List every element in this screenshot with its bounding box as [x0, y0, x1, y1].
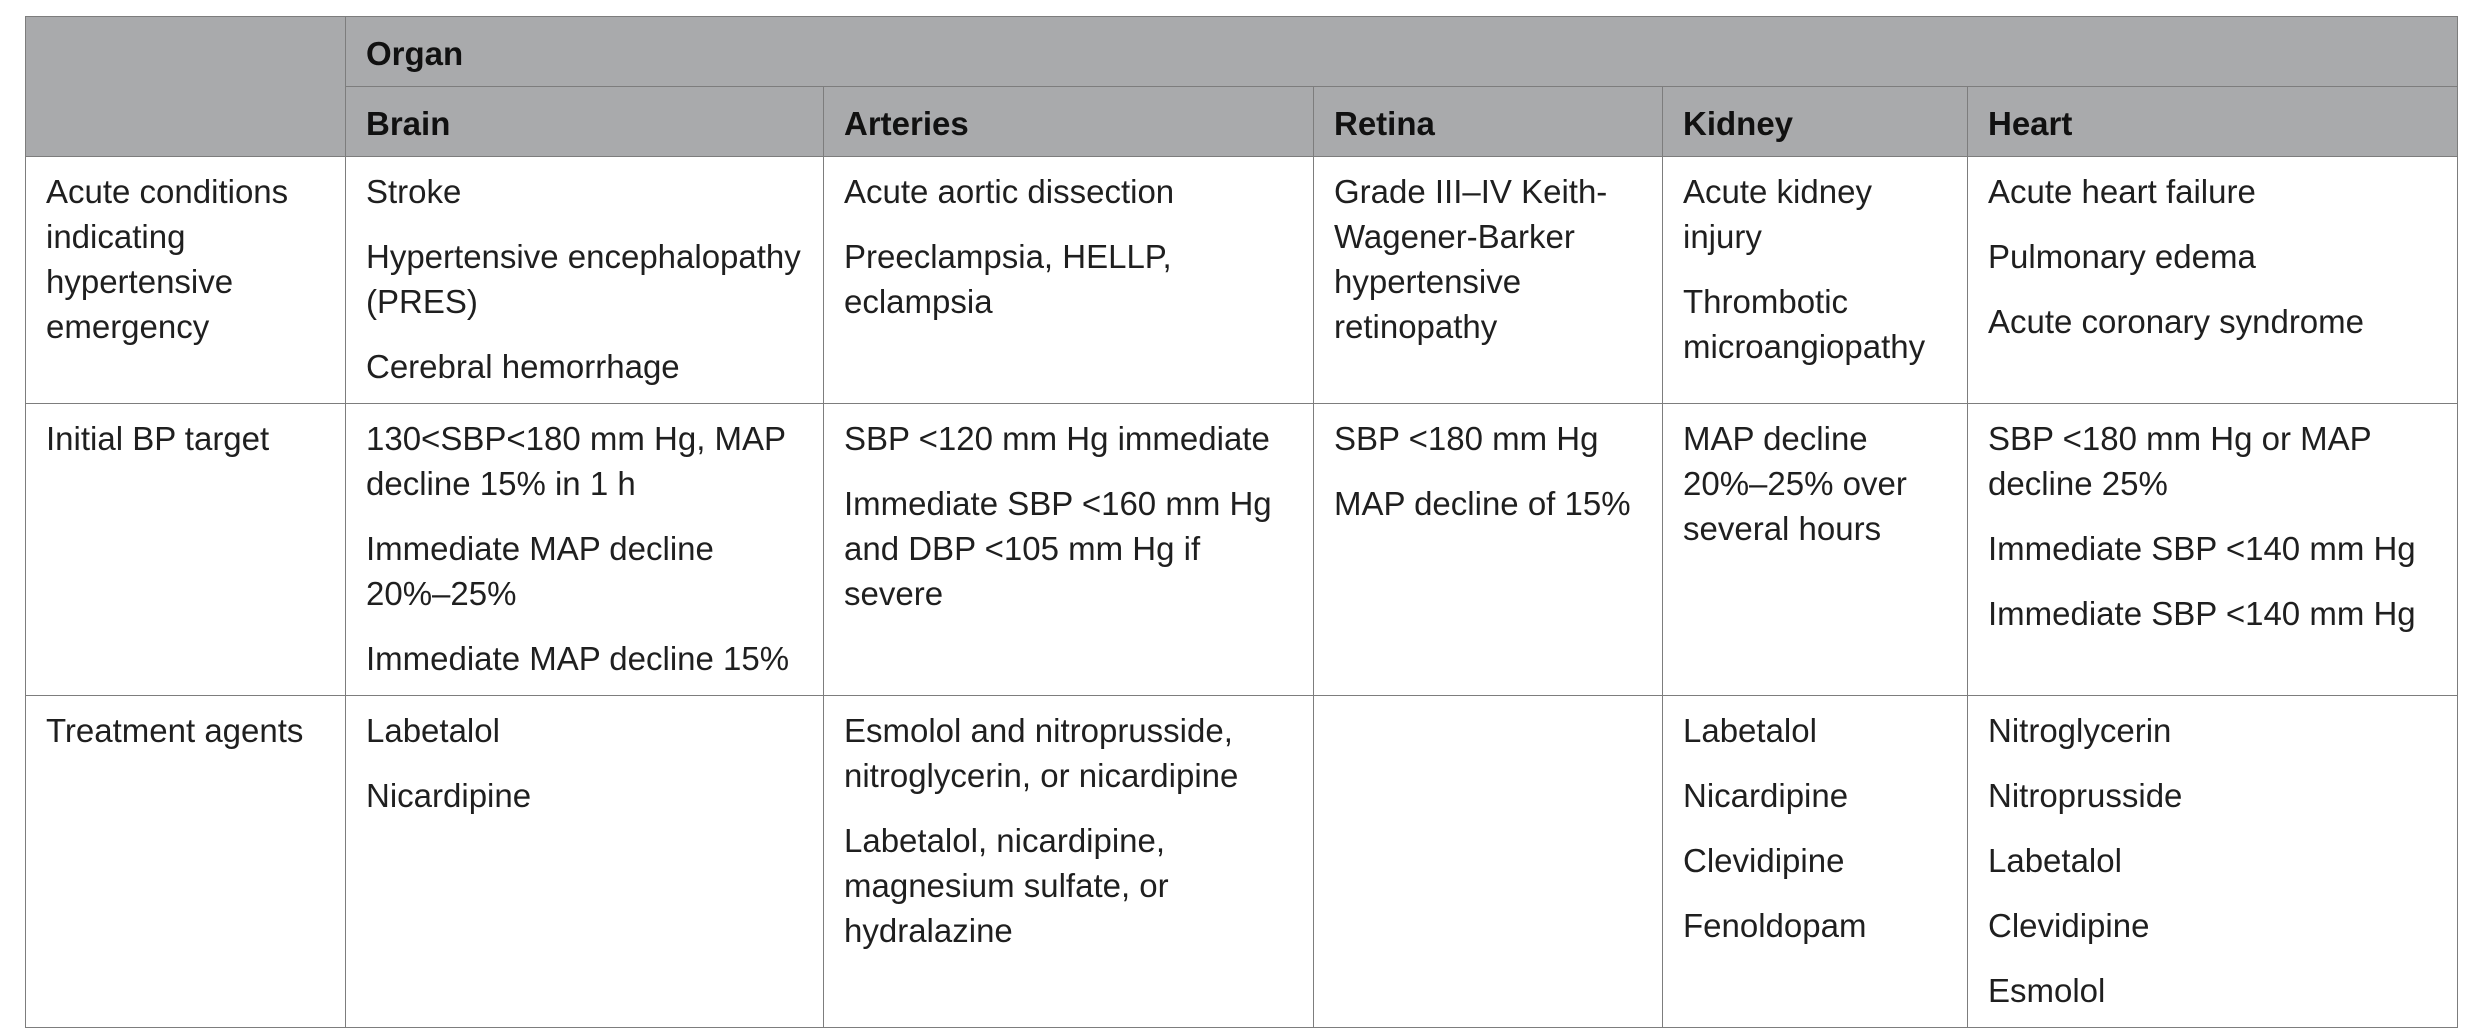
column-header-arteries: Arteries [824, 87, 1314, 157]
organ-group-header: Organ [346, 17, 2458, 87]
table-row [26, 404, 2458, 696]
cell-item: Clevidipine [1683, 842, 1845, 879]
cell-item: Nitroglycerin [1988, 712, 2172, 749]
cell-item: Esmolol [1988, 972, 2106, 1009]
cell-heart-treatment [1968, 696, 2458, 1028]
cell-item: SBP <180 mm Hg [1334, 420, 1599, 457]
cell-item: Immediate SBP <140 mm Hg [1988, 530, 2416, 567]
cell-item: Labetalol [1683, 712, 1817, 749]
cell-kidney-treatment [1663, 696, 1968, 1028]
cell-item: Preeclampsia, HELLP, eclampsia [844, 238, 1172, 320]
cell-heart-acute [1968, 157, 2458, 404]
column-header-brain: Brain [346, 87, 824, 157]
cell-item: Grade III–IV Keith-Wagener-Barker hypertensive retinopathy [1334, 173, 1608, 345]
cell-item: Immediate SBP <140 mm Hg [1988, 595, 2416, 632]
cell-item: Labetalol [1988, 842, 2122, 879]
column-header-kidney: Kidney [1663, 87, 1968, 157]
row-label-text: Treatment agents [46, 712, 304, 749]
cell-item: Immediate MAP decline 20%–25% [366, 530, 714, 612]
cell-item: Clevidipine [1988, 907, 2150, 944]
cell-item: MAP decline 20%–25% over several hours [1683, 420, 1907, 547]
cell-item: Thrombotic microangiopathy [1683, 283, 1926, 365]
cell-arteries-treatment [824, 696, 1314, 1028]
column-header-heart: Heart [1968, 87, 2458, 157]
cell-kidney-target [1663, 404, 1968, 696]
cell-item: 130<SBP<180 mm Hg, MAP decline 15% in 1 h [366, 420, 786, 502]
cell-item: Labetalol, nicardipine, magnesium sulfate, or hydralazine [844, 822, 1169, 949]
cell-item: Acute aortic dissection [844, 173, 1175, 210]
cell-item: Immediate MAP decline 15% [366, 640, 790, 677]
header-row-columns [26, 87, 2458, 157]
row-label-acute-conditions [26, 157, 346, 404]
cell-item: MAP decline of 15% [1334, 485, 1631, 522]
cell-item: Fenoldopam [1683, 907, 1867, 944]
row-label-text: Initial BP target [46, 420, 270, 457]
row-label-treatment-agents [26, 696, 346, 1028]
cell-item: Acute heart failure [1988, 173, 2256, 210]
cell-arteries-target [824, 404, 1314, 696]
header-corner-cell [26, 17, 346, 157]
cell-item: Nicardipine [366, 777, 532, 814]
cell-item: Pulmonary edema [1988, 238, 2256, 275]
cell-kidney-acute [1663, 157, 1968, 404]
column-header-retina: Retina [1314, 87, 1663, 157]
table-row [26, 157, 2458, 404]
cell-retina-acute [1314, 157, 1663, 404]
cell-item: Nitroprusside [1988, 777, 2183, 814]
cell-item: Stroke [366, 173, 462, 210]
cell-brain-target [346, 404, 824, 696]
cell-retina-treatment [1314, 696, 1663, 1028]
cell-item: Hypertensive encephalopathy (PRES) [366, 238, 801, 320]
cell-brain-treatment [346, 696, 824, 1028]
row-label-text: Acute conditions indicating hypertensive emergency [46, 173, 289, 345]
cell-arteries-acute [824, 157, 1314, 404]
hypertensive-emergency-table [25, 16, 2458, 1028]
header-row-organ [26, 17, 2458, 87]
cell-heart-target [1968, 404, 2458, 696]
cell-item: SBP <180 mm Hg or MAP decline 25% [1988, 420, 2372, 502]
cell-item: Esmolol and nitroprusside, nitroglycerin, or nicardipine [844, 712, 1239, 794]
cell-brain-acute [346, 157, 824, 404]
cell-item: Immediate SBP <160 mm Hg and DBP <105 mm Hg if severe [844, 485, 1272, 612]
cell-item: Acute kidney injury [1683, 173, 1872, 255]
cell-item: Nicardipine [1683, 777, 1849, 814]
cell-item: Labetalol [366, 712, 500, 749]
table-row [26, 696, 2458, 1028]
cell-item: Cerebral hemorrhage [366, 348, 680, 385]
cell-item: SBP <120 mm Hg immediate [844, 420, 1270, 457]
cell-item: Acute coronary syndrome [1988, 303, 2365, 340]
row-label-initial-bp-target [26, 404, 346, 696]
cell-retina-target [1314, 404, 1663, 696]
